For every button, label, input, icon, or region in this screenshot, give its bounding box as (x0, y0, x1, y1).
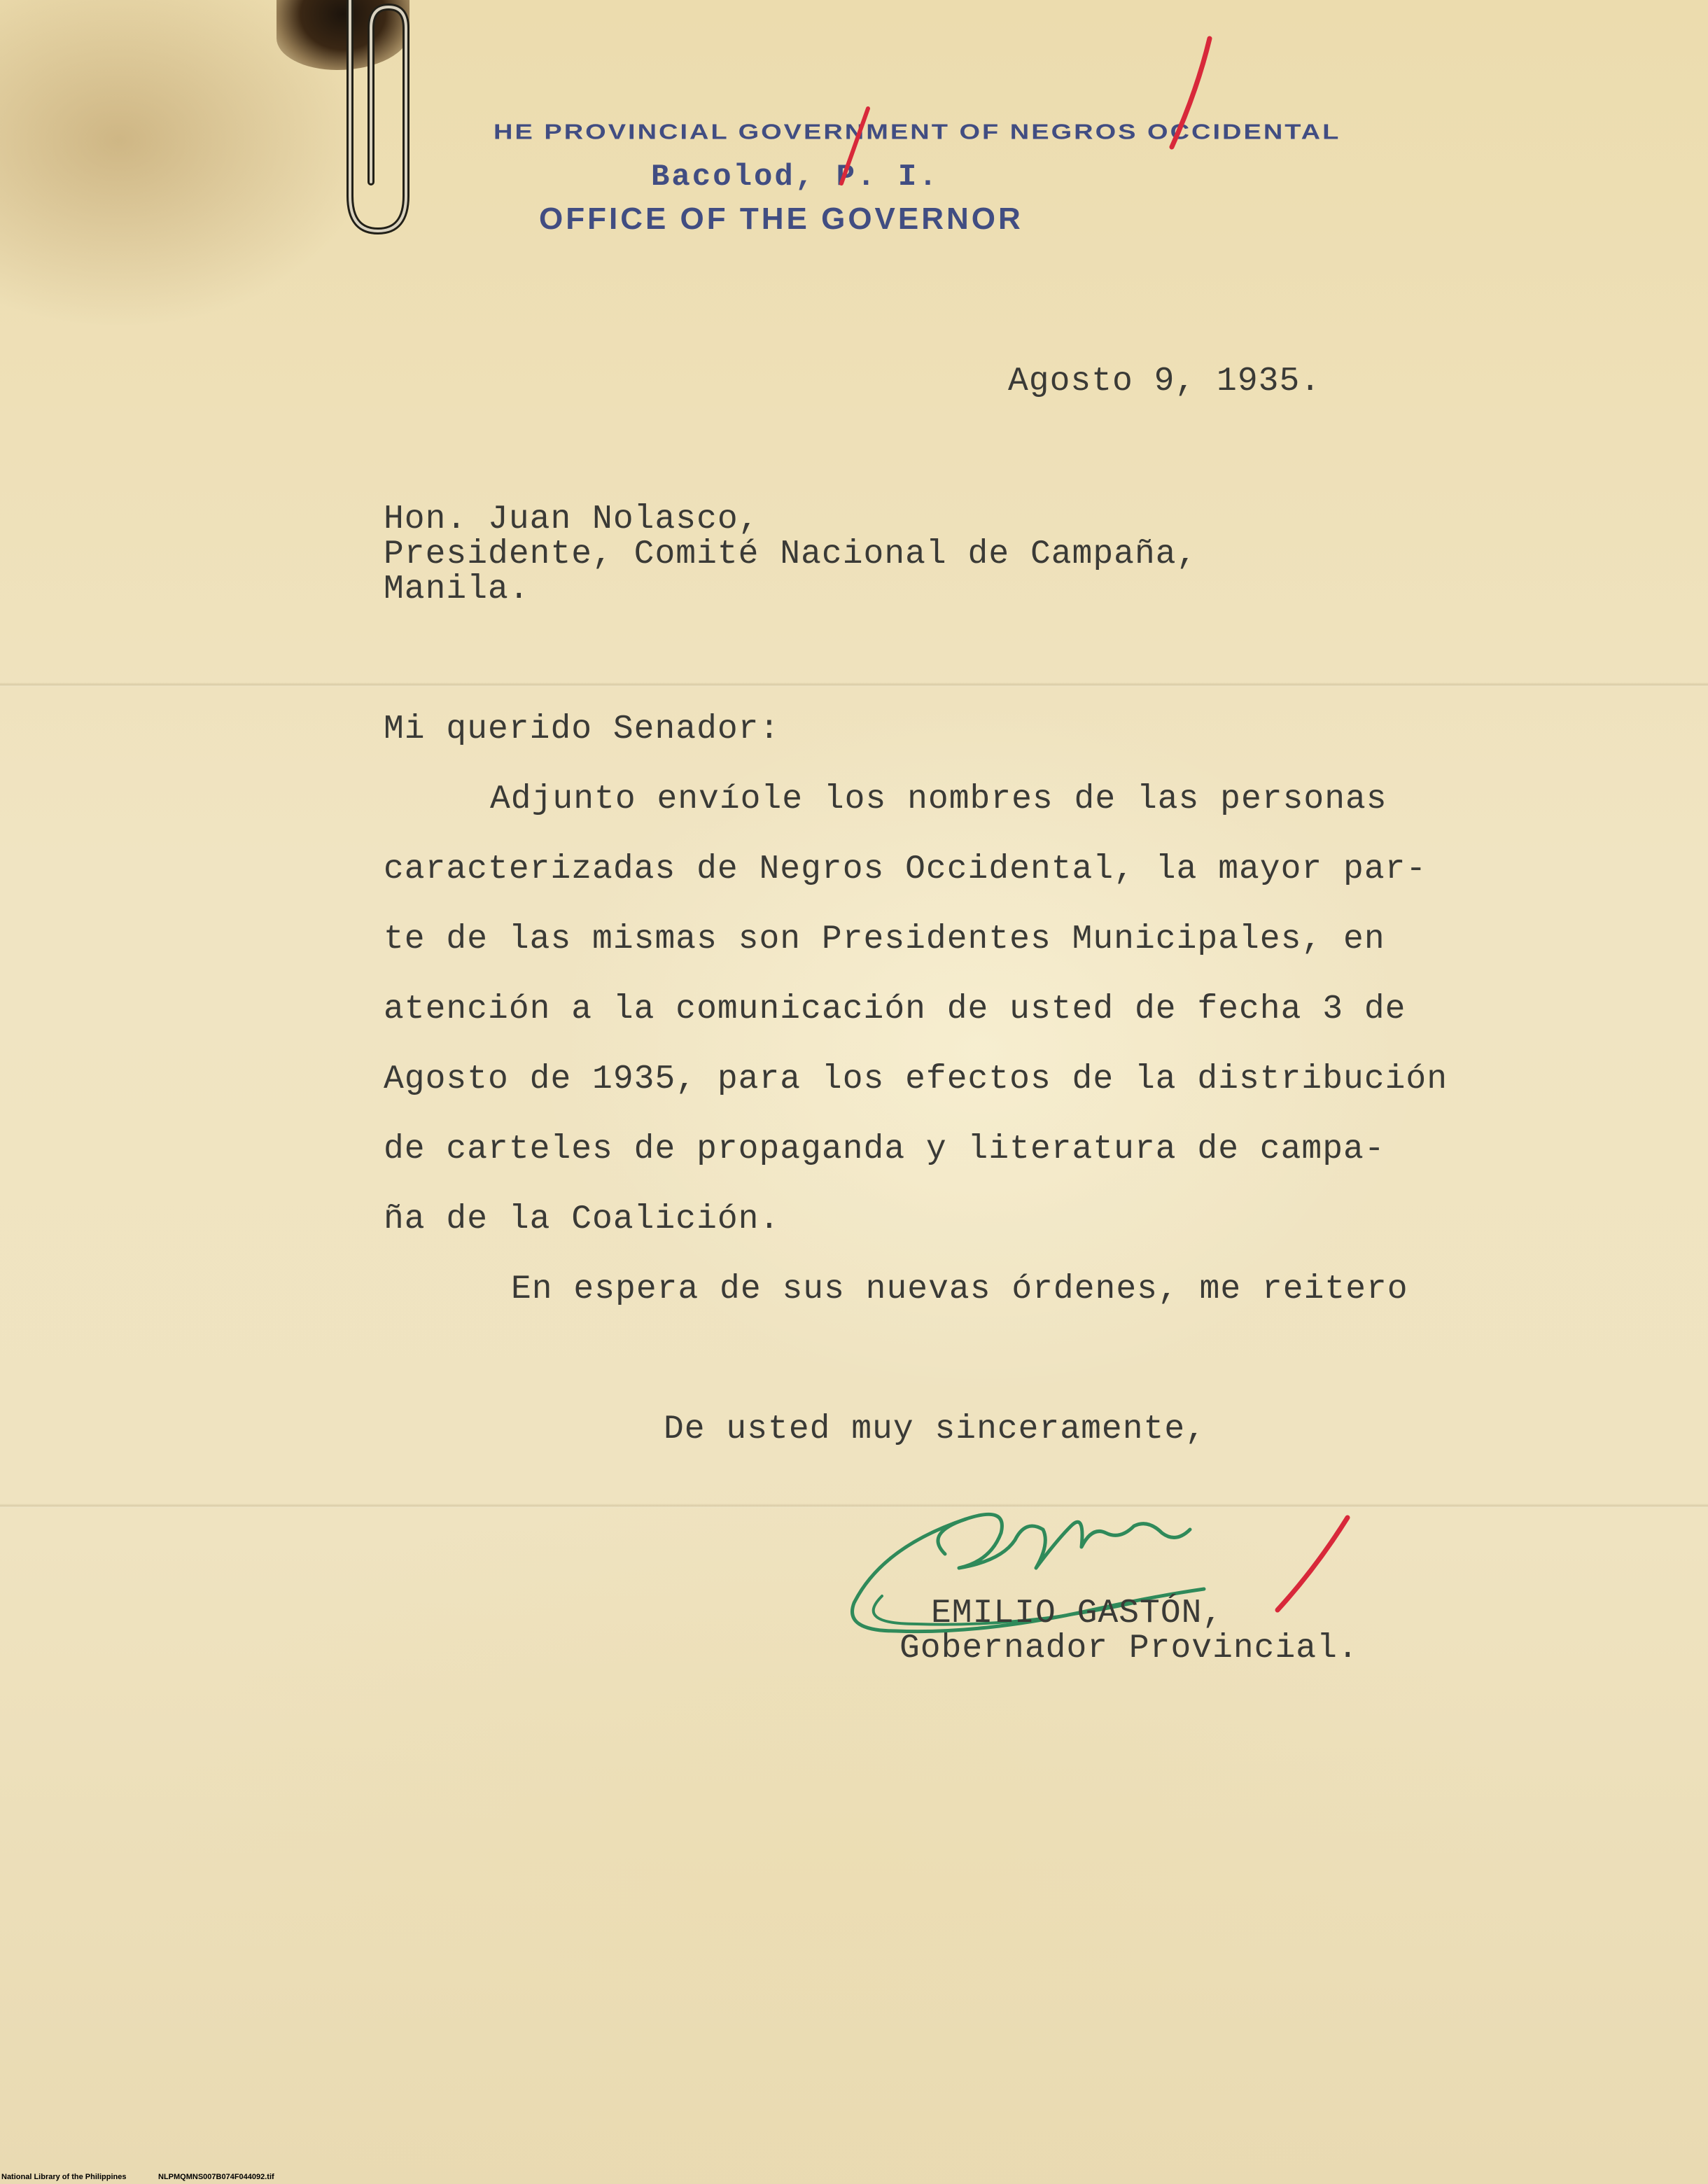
recipient-title: Presidente, Comité Nacional de Campaña, (384, 536, 1198, 573)
letterhead-city: Bacolod, P. I. (651, 160, 939, 195)
body-line-4: atención a la comunicación de usted de fecha 3 de (384, 990, 1406, 1028)
body-line-7: ña de la Coalición. (384, 1200, 780, 1238)
signatory-title: Gobernador Provincial. (899, 1630, 1359, 1667)
signatory-name: EMILIO GASTÓN, (931, 1595, 1224, 1632)
letterhead-government: HE PROVINCIAL GOVERNMENT OF NEGROS OCCIDENTAL (493, 120, 1341, 144)
salutation: Mi querido Senador: (384, 710, 780, 748)
paperclip-icon (322, 0, 420, 238)
body-line-5: Agosto de 1935, para los efectos de la distribución (384, 1060, 1448, 1098)
paper-fold-upper (0, 682, 1708, 687)
recipient-name: Hon. Juan Nolasco, (384, 500, 760, 538)
letter-date: Agosto 9, 1935. (1008, 363, 1322, 400)
red-check-mark-signature (1260, 1512, 1358, 1617)
body-line-3: te de las mismas son Presidentes Municipales, en (384, 920, 1385, 958)
recipient-city: Manila. (384, 570, 530, 608)
body-paragraph-2: En espera de sus nuevas órdenes, me reitero (511, 1270, 1408, 1308)
body-line-2: caracterizadas de Negros Occidental, la mayor par- (384, 850, 1427, 888)
body-line-6: de carteles de propaganda y literatura de campa- (384, 1130, 1385, 1168)
letterhead-office: OFFICE OF THE GOVERNOR (539, 202, 1023, 236)
footer-library: National Library of the Philippines (1, 2173, 127, 2181)
body-line-1: Adjunto envíole los nombres de las personas (490, 780, 1387, 818)
closing: De usted muy sinceramente, (664, 1410, 1206, 1448)
footer-filename: NLPMQMNS007B074F044092.tif (158, 2173, 274, 2181)
